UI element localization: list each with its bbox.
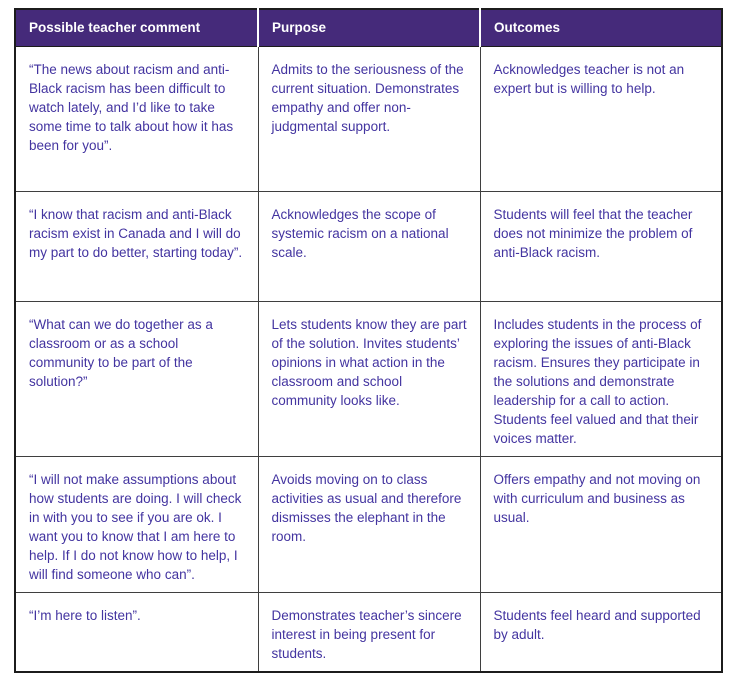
cell-purpose: Acknowledges the scope of systemic racism on a national scale. [258,191,480,301]
cell-purpose: Lets students know they are part of the solution. Invites students’ opinions in what action in the classroom and school community looks like. [258,301,480,456]
table-row [15,191,722,301]
cell-outcome: Acknowledges teacher is not an expert but is willing to help. [480,46,722,191]
table-header-row [15,9,722,46]
cell-purpose: Admits to the seriousness of the current situation. Demonstrates empathy and offer non-judgmental support. [258,46,480,191]
column-header-outcomes: Outcomes [480,9,722,46]
cell-outcome: Includes students in the process of exploring the issues of anti-Black racism. Ensures they participate in the solutions and demonstrate leadership for a call to action. Students feel valued and that their voices matter. [480,301,722,456]
cell-purpose: Avoids moving on to class activities as usual and therefore dismisses the elephant in the room. [258,456,480,592]
cell-teacher-comment: “I’m here to listen”. [15,592,258,672]
teacher-comments-table [14,8,723,673]
cell-purpose: Demonstrates teacher’s sincere interest in being present for students. [258,592,480,672]
table-row [15,592,722,672]
column-header-purpose: Purpose [258,9,480,46]
cell-outcome: Students feel heard and supported by adult. [480,592,722,672]
table-row [15,456,722,592]
cell-teacher-comment: “The news about racism and anti-Black racism has been difficult to watch lately, and I’d like to take some time to talk about how it has been for you”. [15,46,258,191]
column-header-possible-teacher-comment: Possible teacher comment [15,9,258,46]
cell-outcome: Offers empathy and not moving on with curriculum and business as usual. [480,456,722,592]
cell-teacher-comment: “I know that racism and anti-Black racism exist in Canada and I will do my part to do better, starting today”. [15,191,258,301]
table-row [15,301,722,456]
table-row [15,46,722,191]
cell-teacher-comment: “What can we do together as a classroom or as a school community to be part of the solution?” [15,301,258,456]
cell-teacher-comment: “I will not make assumptions about how students are doing. I will check in with you to see if you are ok. I want you to know that I am here to help. If I do not know how to help, I will find someone who can”. [15,456,258,592]
cell-outcome: Students will feel that the teacher does not minimize the problem of anti-Black racism. [480,191,722,301]
